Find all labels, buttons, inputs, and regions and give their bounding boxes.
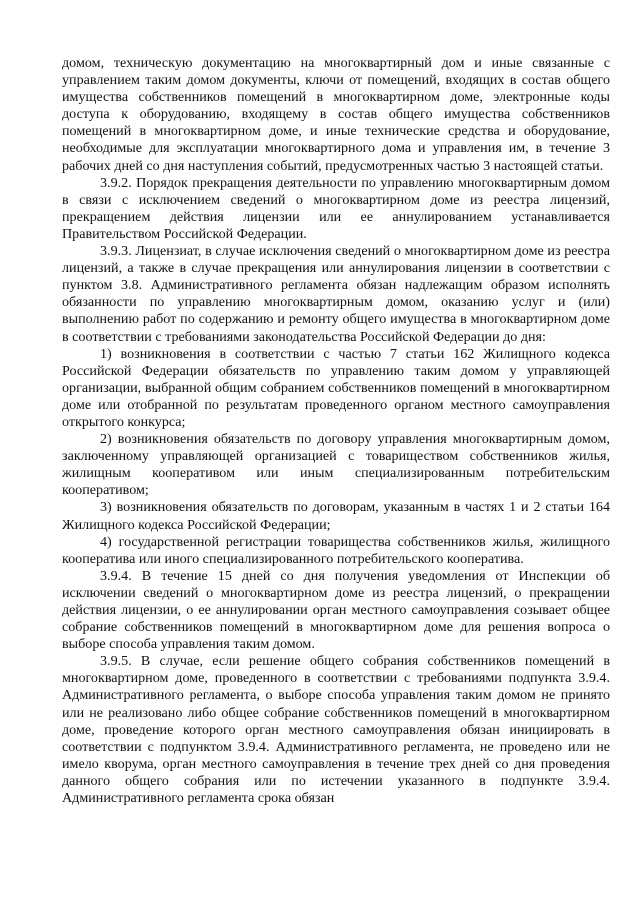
paragraph-3-9-2: 3.9.2. Порядок прекращения деятельности по управлению многоквартирным домом в связи с исключением сведений о многоквартирном доме из реестра лицензий, прекращением действия лицензии или ее аннулированием устанавливается Правительством Российской Федерации. — [62, 174, 610, 242]
paragraph-3-9-4: 3.9.4. В течение 15 дней со дня получения уведомления от Инспекции об исключении сведений о многоквартирном доме из реестра лицензий, о прекращении действия лицензии, о ее аннулировании орган местного самоуправления созывает общее собрание собственников помещений в многоквартирном доме для решения вопроса о выборе способа управления таким домом. — [62, 567, 610, 653]
paragraph-3-9-5: 3.9.5. В случае, если решение общего собрания собственников помещений в многоквартирном доме, проведенного в соответствии с требованиями подпункта 3.9.4. Административного регламента, о выборе способа управления таким домом не принято или не реализовано либо общее собрание собственников помещений в многоквартирном доме, проведение которого орган местного самоуправления обязан инициировать в соответствии с подпунктом 3.9.4. Административного регламента, не проведено или не имело кворума, орган местного самоуправления в течение трех дней со дня проведения данного общего собрания или по истечении указанного в подпункте 3.9.4. Административного регламента срока обязан — [62, 653, 610, 807]
paragraph-3-9-3: 3.9.3. Лицензиат, в случае исключения сведений о многоквартирном доме из реестра лицензий, а также в случае прекращения или аннулирования лицензии в соответствии с пунктом 3.8. Административного регламента обязан надлежащим образом исполнять обязанности по управлению многоквартирным домом, оказанию услуг и (или) выполнению работ по содержанию и ремонту общего имущества в многоквартирном доме в соответствии с требованиями законодательства Российской Федерации до дня: — [62, 243, 610, 345]
document-page — [62, 55, 610, 807]
list-item-3: 3) возникновения обязательств по договорам, указанным в частях 1 и 2 статьи 164 Жилищного кодекса Российской Федерации; — [62, 499, 610, 533]
paragraph-continuation: домом, техническую документацию на многоквартирный дом и иные связанные с управлением таким домом документы, ключи от помещений, входящих в состав общего имущества собственников помещений в многоквартирном доме, электронные коды доступа к оборудованию, входящему в состав общего имущества собственников помещений в многоквартирном доме, и иные технические средства и оборудование, необходимые для эксплуатации многоквартирного дома и управления им, в течение 3 рабочих дней со дня наступления событий, предусмотренных частью 3 настоящей статьи. — [62, 55, 610, 174]
list-item-4: 4) государственной регистрации товарищества собственников жилья, жилищного кооператива или иного специализированного потребительского кооператива. — [62, 533, 610, 567]
list-item-2: 2) возникновения обязательств по договору управления многоквартирным домом, заключенному управляющей организацией с товариществом собственников жилья, жилищным кооперативом или иным специализированным потребительским кооперативом; — [62, 431, 610, 499]
list-item-1: 1) возникновения в соответствии с частью 7 статьи 162 Жилищного кодекса Российской Федерации обязательств по управлению таким домом у управляющей организации, выбранной общим собранием собственников помещений в многоквартирном доме или отобранной по результатам проведенного органом местного самоуправления открытого конкурса; — [62, 345, 610, 430]
